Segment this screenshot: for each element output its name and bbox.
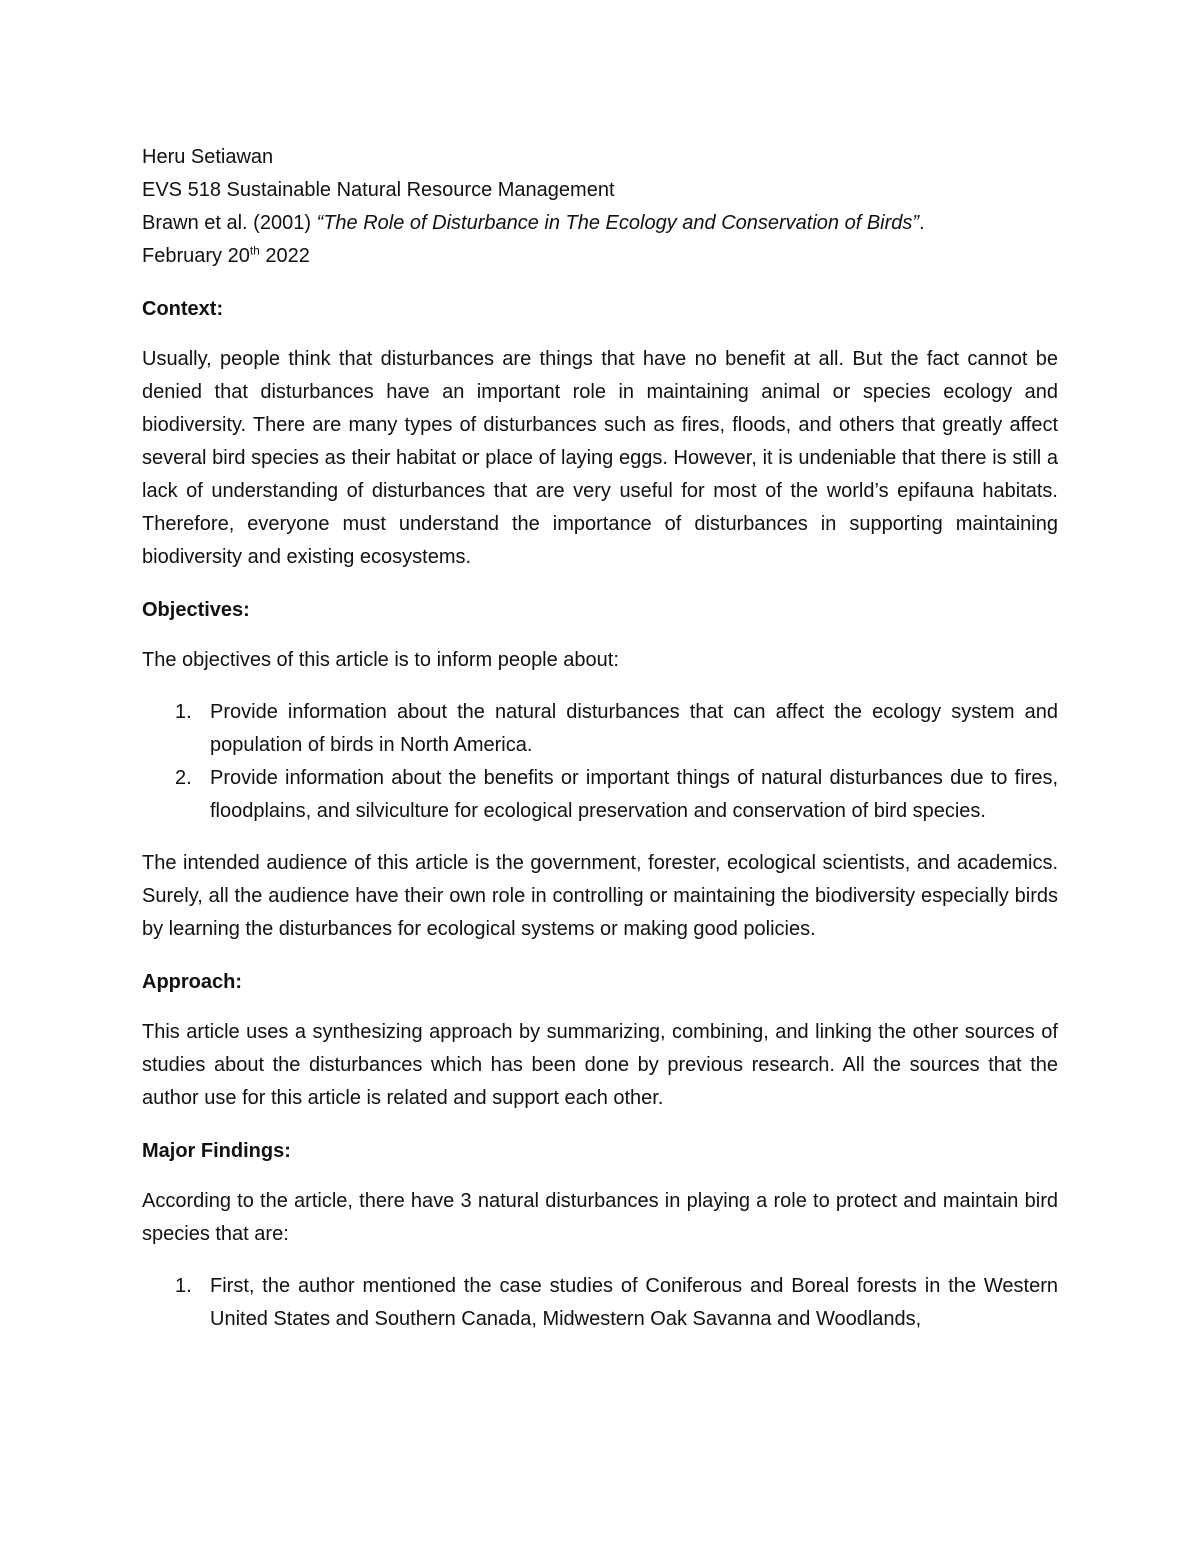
section-objectives [142,594,1058,946]
course-title: EVS 518 Sustainable Natural Resource Management [142,179,615,201]
list-item-number: 2. [175,767,192,789]
objectives-heading: Objectives: [142,599,250,621]
list-item-number: 1. [175,1275,192,1297]
citation-suffix: . [919,212,925,234]
list-item-text: Provide information about the natural disturbances that can affect the ecology system and population of birds in North America. [210,701,1058,756]
citation-title: “The Role of Disturbance in The Ecology and Conservation of Birds” [316,212,920,234]
list-item-text: First, the author mentioned the case studies of Coniferous and Boreal forests in the Western United States and Southern Canada, Midwestern Oak Savanna and Woodlands, [210,1275,1058,1330]
findings-list [142,1270,1058,1336]
citation-prefix: Brawn et al. (2001) [142,212,317,234]
objectives-intro: The objectives of this article is to inform people about: [142,649,619,671]
findings-intro: According to the article, there have 3 natural disturbances in playing a role to protect and maintain bird species that are: [142,1190,1058,1245]
approach-heading: Approach: [142,971,242,993]
section-findings [142,1135,1058,1336]
list-item [142,762,1058,828]
citation [142,207,1058,240]
findings-heading: Major Findings: [142,1140,291,1162]
context-paragraph: Usually, people think that disturbances are things that have no benefit at all. But the fact cannot be denied that disturbances have an important role in maintaining animal or species ecology and biodiversity. There are many types of disturbances such as fires, floods, and others that greatly affect several bird species as their habitat or place of laying eggs. However, it is undeniable that there is still a lack of understanding of disturbances that are very useful for most of the world’s epifauna habitats. Therefore, everyone must understand the importance of disturbances in supporting maintaining biodiversity and existing ecosystems. [142,348,1058,568]
document-date [142,240,1058,273]
document-header [142,141,1058,273]
context-heading: Context: [142,298,224,320]
audience-paragraph: The intended audience of this article is the government, forester, ecological scientists, and academics. Surely, all the audience have their own role in controlling or maintaining the biodiversity especially birds by learning the disturbances for ecological systems or making good policies. [142,852,1058,940]
list-item-text: Provide information about the benefits or important things of natural disturbances due to fires, floodplains, and silviculture for ecological preservation and conservation of bird species. [210,767,1058,822]
list-item [142,696,1058,762]
section-context [142,293,1058,574]
list-item [142,1270,1058,1336]
author-name: Heru Setiawan [142,146,274,168]
date-year: 2022 [259,245,310,267]
date-month-day: February 20 [142,245,250,267]
section-approach [142,966,1058,1115]
objectives-list [142,696,1058,828]
date-ordinal-suffix: th [249,243,260,258]
approach-paragraph: This article uses a synthesizing approach by summarizing, combining, and linking the other sources of studies about the disturbances which has been done by previous research. All the sources that the author use for this article is related and support each other. [142,1021,1058,1109]
list-item-number: 1. [175,701,192,723]
